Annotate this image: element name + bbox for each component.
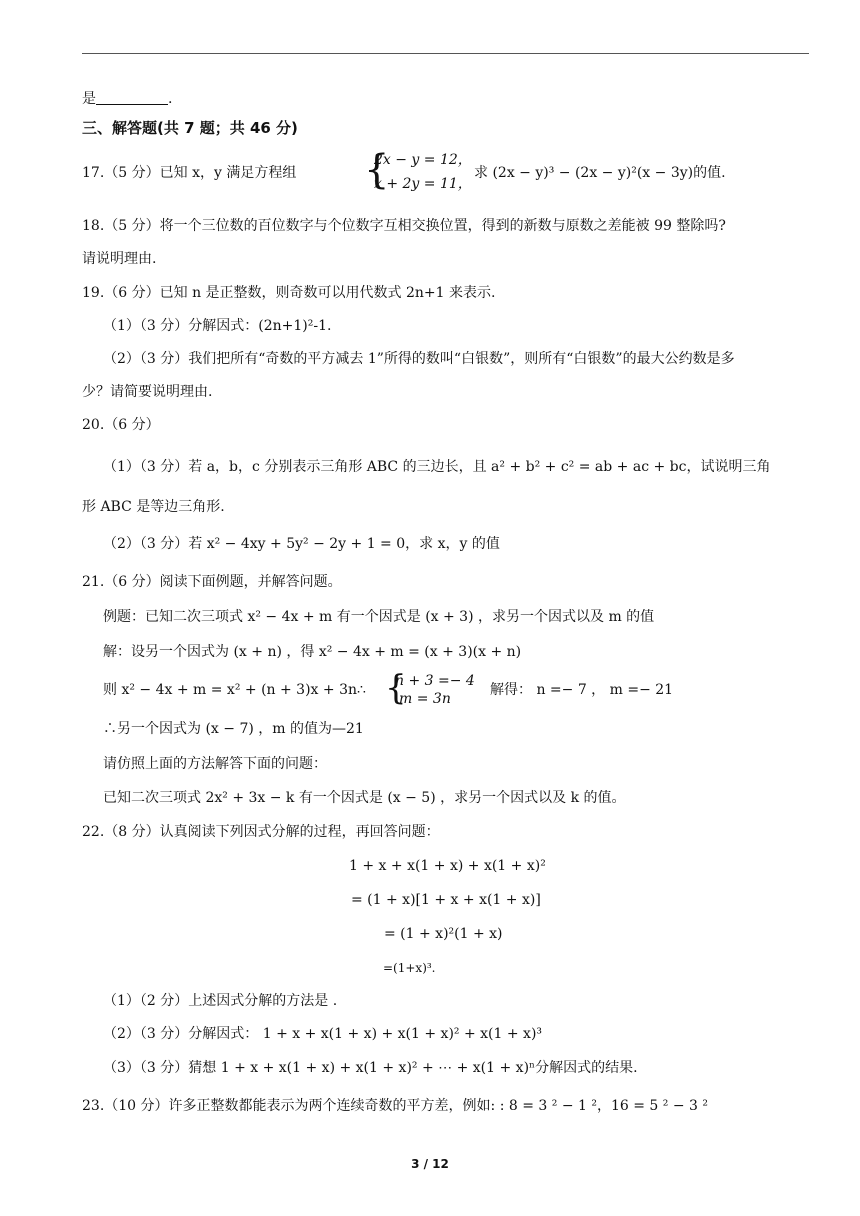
q22-step2: = (1 + x)[1 + x + x(1 + x)]	[351, 892, 541, 908]
q20-stem: 20.（6 分）	[82, 417, 160, 433]
q22-part1: （1）（2 分）上述因式分解的方法是 .	[103, 993, 338, 1009]
q20-part1-line2: 形 ABC 是等边三角形.	[82, 499, 225, 515]
q21-system: { n + 3 =− 4 m = 3n	[385, 668, 475, 708]
q21-sys-eq1: n + 3 =− 4	[395, 673, 475, 689]
q21-stem: 21.（6 分）阅读下面例题，并解答问题。	[82, 574, 342, 590]
q19-part2-line1: （2）（3 分）我们把所有“奇数的平方减去 1”所得的数叫“白银数”，则所有“白银数”的最大公约数是多	[103, 351, 735, 367]
q17-suffix: 求 (2x − y)³ − (2x − y)²(x − 3y)的值.	[474, 165, 726, 181]
q19-part1: （1）（3 分）分解因式：(2n+1)²-1.	[103, 318, 332, 334]
page-number: 3 / 12	[411, 1157, 449, 1171]
answer-blank[interactable]	[96, 90, 168, 105]
q21-then: 则 x² − 4x + m = x² + (n + 3)x + 3n∴	[103, 682, 366, 698]
q21-example: 例题：已知二次三项式 x² − 4x + m 有一个因式是 (x + 3) ，求另一个因式以及 m 的值	[103, 609, 655, 625]
q17-prefix: 17.（5 分）已知 x，y 满足方程组	[82, 165, 297, 181]
q22-step1: 1 + x + x(1 + x) + x(1 + x)²	[349, 858, 546, 874]
q18-line2: 请说明理由.	[82, 251, 157, 267]
q21-instruction: 请仿照上面的方法解答下面的问题：	[103, 756, 327, 772]
q17-eq1: 2x − y = 12，	[374, 152, 472, 168]
q17-eq2: x + 2y = 11，	[374, 176, 472, 192]
q23-line: 23.（10 分）许多正整数都能表示为两个连续奇数的平方差，例如: : 8 = 3 ² − 1 ²，16 = 5 ² − 3 ²	[82, 1098, 708, 1114]
q20-part1-line1: （1）（3 分）若 a，b，c 分别表示三角形 ABC 的三边长，且 a² + b² + c² = ab + ac + bc，试说明三角	[103, 459, 771, 475]
q17-system: { 2x − y = 12， x + 2y = 11，	[364, 147, 472, 193]
q21-solved: 解得： n =− 7 ， m =− 21	[490, 682, 674, 698]
q22-stem: 22.（8 分）认真阅读下列因式分解的过程，再回答问题：	[82, 824, 440, 840]
q19-part2-line2: 少？请简要说明理由.	[82, 384, 213, 400]
header-rule	[82, 53, 809, 54]
q22-step4: =(1+x)³.	[383, 961, 436, 975]
fill-blank-tail: 是 .	[82, 91, 173, 107]
q22-part2: （2）（3 分）分解因式： 1 + x + x(1 + x) + x(1 + x)² + x(1 + x)³	[103, 1026, 543, 1042]
q21-sys-eq2: m = 3n	[399, 691, 451, 707]
q18-line1: 18.（5 分）将一个三位数的百位数字与个位数字互相交换位置，得到的新数与原数之差能被 99 整除吗?	[82, 218, 726, 234]
q21-solution: 解：设另一个因式为 (x + n) ，得 x² − 4x + m = (x + 3)(x + n)	[103, 644, 522, 660]
q20-part2: （2）（3 分）若 x² − 4xy + 5y² − 2y + 1 = 0，求 x，y 的值	[103, 536, 500, 552]
section-title: 三、解答题(共 7 题；共 46 分)	[82, 119, 298, 137]
q21-conclusion: ∴另一个因式为 (x − 7) ，m 的值为—21	[103, 721, 364, 737]
q22-part3: （3）（3 分）猜想 1 + x + x(1 + x) + x(1 + x)² + ⋯ + x(1 + x)ⁿ分解因式的结果.	[103, 1060, 638, 1076]
q19-stem: 19.（6 分）已知 n 是正整数，则奇数可以用代数式 2n+1 来表示.	[82, 285, 496, 301]
q21-task: 已知二次三项式 2x² + 3x − k 有一个因式是 (x − 5) ，求另一个因式以及 k 的值。	[103, 790, 626, 806]
q22-step3: = (1 + x)²(1 + x)	[384, 926, 503, 942]
